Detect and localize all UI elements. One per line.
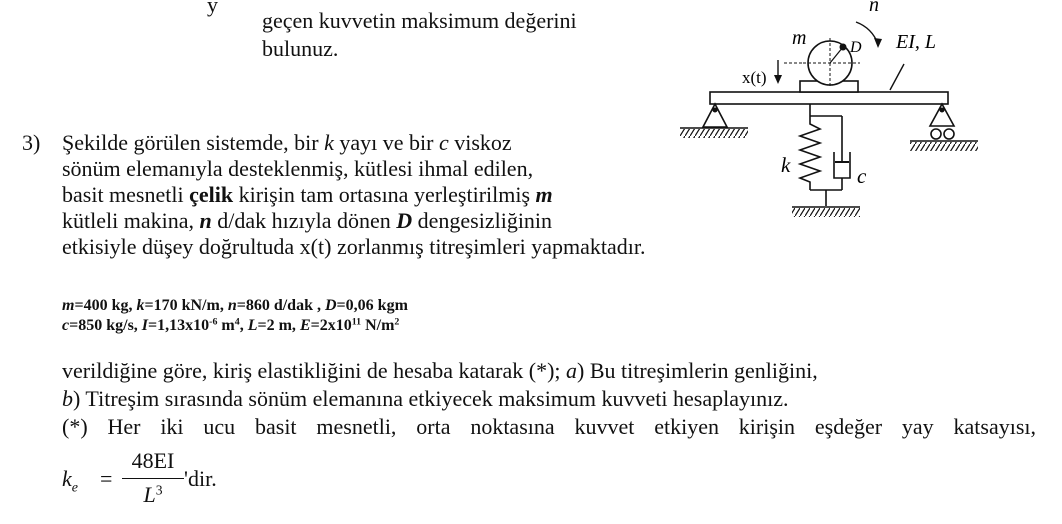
symbol-n: n <box>199 208 212 233</box>
given-val: =170 kN/m, <box>144 297 228 314</box>
given-val: =860 d/dak , <box>236 297 325 314</box>
given-sep: , <box>239 317 248 334</box>
question-line1 <box>62 358 818 384</box>
given-val: =2 m, <box>257 317 300 334</box>
text-fragment: Şekilde görülen sistemde, bir <box>62 130 325 155</box>
right-roller-support <box>910 104 978 151</box>
given-sym: L <box>247 317 258 334</box>
label-xt: x(t) <box>742 68 767 87</box>
question-line2 <box>62 386 788 412</box>
problem-line3 <box>62 182 553 208</box>
problem-line5: etkisiyle düşey doğrultuda x(t) zorlanmış titreşimleri yapmaktadır. <box>62 234 646 259</box>
text-fragment: d/dak hızıyla dönen <box>211 208 397 233</box>
question-line3: (*) Her iki ucu basit mesnetli, orta noktasına kuvvet etkiyen kirişin eşdeğer yay katsayısı, <box>62 414 1036 439</box>
formula-sub-e: e <box>71 480 78 496</box>
formula-k: k <box>62 466 72 491</box>
damper <box>834 116 850 190</box>
given-sym: I <box>141 317 149 334</box>
given-exp: -6 <box>209 316 218 328</box>
given-unit: N/m <box>361 317 395 334</box>
problem-number: 3) <box>22 130 41 155</box>
given-sym: k <box>136 297 145 314</box>
given-sym: E <box>299 317 311 334</box>
symbol-D: D <box>396 208 413 233</box>
label-c: c <box>857 164 867 188</box>
given-sym: m <box>62 297 75 314</box>
spring-damper <box>792 104 860 217</box>
text-fragment: kirişin tam ortasına yerleştirilmiş <box>233 182 536 207</box>
given-val: =1,13x10 <box>148 317 210 334</box>
text-fragment: verildiğine göre, kiriş elastikliğini de hesaba katarak (*); <box>62 358 567 383</box>
label-D: D <box>850 39 862 56</box>
fraction-bar <box>122 478 184 479</box>
given-exp: 2 <box>394 316 400 328</box>
given-unit: m <box>217 317 235 334</box>
given-exp: 4 <box>234 316 240 328</box>
formula-lhs <box>62 466 78 501</box>
formula-denominator <box>120 482 186 508</box>
given-val: =400 kg, <box>74 297 137 314</box>
given-exp: 11 <box>351 316 362 328</box>
given-sym: n <box>227 297 237 314</box>
label-k: k <box>781 153 791 177</box>
text-fragment: yayı ve bir <box>333 130 439 155</box>
text-fragment: viskoz <box>448 130 512 155</box>
displacement-arrow <box>774 60 802 84</box>
problem-line4 <box>62 208 552 234</box>
text-fragment: ) Bu titreşimlerin genliğini, <box>577 358 818 383</box>
text-fragment: basit mesnetli <box>62 182 190 207</box>
symbol-c: c <box>438 130 449 155</box>
formula-numerator: 48EI <box>131 448 175 473</box>
prev-problem-line2: bulunuz. <box>262 36 339 61</box>
problem-line2: sönüm elemanıyla desteklenmiş, kütlesi ihmal edilen, <box>62 156 534 181</box>
formula-suffix: 'dir. <box>184 466 217 491</box>
part-letter-b: b <box>62 386 73 411</box>
givens-line1 <box>62 296 408 316</box>
problem-line1 <box>62 130 512 156</box>
beam <box>710 92 948 104</box>
text-fragment: kütleli makina, <box>62 208 200 233</box>
part-letter-a: a <box>566 358 578 383</box>
given-sym: D <box>324 297 337 314</box>
formula-exp: 3 <box>155 482 163 498</box>
ei-leader-line <box>890 64 904 90</box>
symbol-m: m <box>535 182 553 207</box>
prev-problem-line1: geçen kuvvetin maksimum değerini <box>262 8 577 33</box>
system-figure <box>660 0 1000 232</box>
stub-char: y <box>207 0 218 17</box>
formula-equals: = <box>100 466 113 491</box>
formula-L: L <box>143 482 156 507</box>
symbol-k: k <box>324 130 334 155</box>
given-sym: c <box>62 317 70 334</box>
given-val: =0,06 kgm <box>336 297 408 314</box>
givens-line2 <box>62 316 399 336</box>
given-val: =2x10 <box>310 317 352 334</box>
spring <box>800 116 820 190</box>
text-fragment: dengesizliğinin <box>412 208 553 233</box>
given-val: =850 kg/s, <box>69 317 142 334</box>
label-n: n <box>869 0 879 16</box>
bold-word-celik: çelik <box>189 182 234 207</box>
text-fragment: ) Titreşim sırasında sönüm elemanına etkiyecek maksimum kuvveti hesaplayınız. <box>73 386 789 411</box>
left-pin-support <box>680 104 748 138</box>
label-m: m <box>792 27 807 49</box>
label-ei-l: EI, L <box>896 31 936 53</box>
